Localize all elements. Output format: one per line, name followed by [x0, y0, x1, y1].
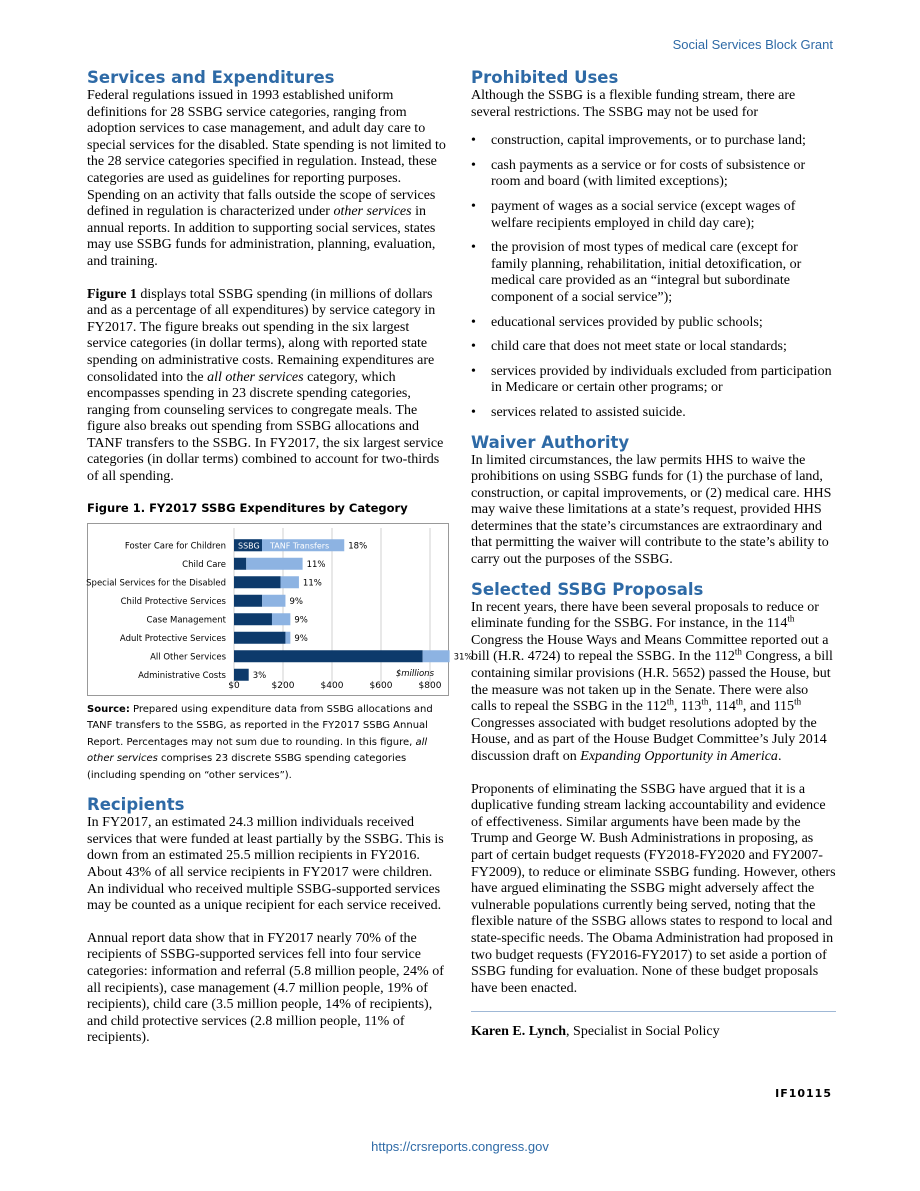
category-label: Administrative Costs — [138, 670, 226, 681]
figure-chart-frame — [86, 523, 473, 696]
bar-ssbg — [234, 631, 285, 643]
x-tick-label: $0 — [228, 680, 240, 691]
left-column — [86, 68, 473, 1047]
category-label: Special Services for the Disabled — [86, 577, 226, 588]
waiver-heading: Waiver Authority — [471, 432, 630, 452]
percent-label: 9% — [289, 596, 303, 607]
figure-title: Figure 1. FY2017 SSBG Expenditures by Category — [87, 500, 408, 515]
percent-label: 11% — [306, 559, 326, 570]
prohibited-heading: Prohibited Uses — [471, 68, 619, 87]
bar-tanf — [262, 594, 285, 606]
bar-ssbg — [234, 650, 423, 662]
x-tick-label: $800 — [418, 680, 442, 691]
percent-label: 9% — [294, 614, 308, 625]
recipients-paragraph-1: In FY2017, an estimated 24.3 million individuals received services that were funded at least partially by the SSBG. This is down from an estimated 25.5 million recipients in FY2016. About 43% of all service recipients in FY2017 were children. An individual who received multiple SSBG-supported services may be counted as a unique recipient for each service received. — [87, 815, 444, 914]
list-item: • construction, capital improvements, or to purchase land; — [471, 133, 806, 149]
percent-label: 3% — [252, 670, 267, 681]
category-label: Child Care — [182, 559, 226, 570]
proposals-heading: Selected SSBG Proposals — [471, 579, 704, 599]
category-label: All Other Services — [150, 651, 226, 662]
percent-label: 9% — [294, 633, 308, 644]
waiver-paragraph: In limited circumstances, the law permits HHS to waive the prohibitions on using SSBG funds for (1) the purchase of land, construction, or capital improvements, or (2) medical care. HHS may waive these limitations at a state’s request, provided HHS determines that the state’s circumstances are extraordinary and that permitting the waiver will contribute to the state’s ability to carry out the purposes of the SSBG. — [471, 452, 832, 568]
x-tick-label: $600 — [369, 680, 393, 691]
services-paragraph-2: Figure 1 displays total SSBG spending (in millions of dollars and as a percentage of all expenditures) by service category in FY2017. The figure breaks out spending in the six largest service categories (in dollar terms), along with reported state spending on administrative costs. Remaining expenditures are consolidated into the all other services category, which encompasses spending in 23 discrete spending categories, ranging from counseling services to congregate meals. The figure also breaks out spending from SSBG allocations and TANF transfers to the SSBG. In FY2017, the six largest service categories (in dollar terms) combined to account for two-thirds of all spending. — [87, 286, 444, 485]
x-axis-label: $millions — [395, 668, 434, 679]
running-header: Social Services Block Grant — [672, 37, 833, 52]
bar-tanf — [246, 557, 302, 569]
bar-ssbg — [234, 576, 281, 588]
bar-ssbg — [234, 594, 262, 606]
prohibited-list — [471, 133, 836, 421]
x-tick-label: $400 — [320, 680, 344, 691]
list-item: • payment of wages as a social service (except wages of welfare recipients employed in child day care); — [471, 198, 796, 231]
percent-label: 31% — [453, 651, 473, 662]
report-id: IF10115 — [775, 1087, 832, 1100]
list-item: • the provision of most types of medical care (except for family planning, rehabilitation, initial detoxification, or medical care provided as an “integral but subordinate component of a social service”); — [471, 240, 802, 305]
bar-tanf — [281, 576, 299, 588]
percent-label: 11% — [302, 577, 322, 588]
list-item: • services provided by individuals excluded from participation in Medicare or certain other programs; or — [471, 363, 832, 396]
services-paragraph-1: Federal regulations issued in 1993 established uniform definitions for 28 SSBG service categories, ranging from adoption services to case management, and adult day care to special services for the disabled. State spending is not limited to the 28 service categories specified in regulation. Instead, these categories are used as guidelines for reporting purposes. Spending on an activity that falls outside the scope of services defined in regulation is characterized under other services in annual reports. In addition to supporting social services, states may use SSBG funds for administration, planning, evaluation, and training. — [87, 88, 446, 269]
proposals-paragraph-1: In recent years, there have been several proposals to reduce or eliminate funding for the SSBG. For instance, in the 114th Congress the House Ways and Means Committee reported out a bill (H.R. 4724) to repeal the SSBG. In the 112th Congress, a bill containing similar provisions (H.R. 5652) passed the House, but the measure was not taken up in the Senate. There were also calls to repeal the SSBG in the 112th, 113th, 114th, and 115th Congresses associated with budget resolutions adopted by the House, and as part of the House Budget Committee’s July 2014 discussion draft on Expanding Opportunity in America. — [471, 599, 833, 764]
bar-tanf — [285, 631, 290, 643]
recipients-paragraph-2: Annual report data show that in FY2017 nearly 70% of the recipients of SSBG-supported services fell into four service categories: information and referral (5.8 million people, 24% of all recipients), case management (4.7 million people, 19% of recipients), child care (3.5 million people, 14% of recipients), and child protective services (2.8 million people, 11% of recipients). — [87, 930, 444, 1046]
legend-tanf: TANF Transfers — [270, 540, 330, 550]
prohibited-intro: Although the SSBG is a flexible funding stream, there are several restrictions. The SSBG may not be used for — [471, 88, 796, 120]
author-divider — [471, 1011, 836, 1012]
bar-tanf — [423, 650, 450, 662]
list-item: • cash payments as a service or for costs of subsistence or room and board (with limited exceptions); — [471, 157, 806, 190]
right-column — [471, 68, 836, 1040]
expenditure-bar-chart — [86, 524, 473, 695]
category-label: Child Protective Services — [120, 596, 226, 607]
legend-ssbg: SSBG — [238, 540, 260, 550]
figure-source-note: Source: Prepared using expenditure data from SSBG allocations and TANF transfers to the SSBG, as reported in the FY2017 SSBG Annual Report. Percentages may not sum due to rounding. In this figure, all other services comprises 23 discrete SSBG spending categories (including spending on “other services”). — [87, 703, 433, 781]
percent-label: 18% — [348, 540, 368, 551]
bar-ssbg — [234, 613, 272, 625]
category-label: Foster Care for Children — [124, 540, 226, 551]
services-heading: Services and Expenditures — [87, 68, 335, 87]
bar-ssbg — [234, 557, 246, 569]
bar-ssbg — [234, 668, 249, 680]
category-label: Adult Protective Services — [119, 633, 226, 644]
recipients-heading: Recipients — [87, 795, 185, 815]
author-line: Karen E. Lynch, Specialist in Social Policy — [471, 1024, 720, 1040]
x-tick-label: $200 — [271, 680, 295, 691]
bar-tanf — [272, 613, 290, 625]
list-item: • child care that does not meet state or local standards; — [471, 339, 787, 355]
category-label: Case Management — [146, 614, 226, 625]
proposals-paragraph-2: Proponents of eliminating the SSBG have argued that it is a duplicative funding stream lacking accountability and evidence of effectiveness. Similar arguments have been made by the Trump and George W. Bush Administrations in proposing, as part of certain budget requests (FY2018-FY2020 and FY2007-FY2009), to reduce or eliminate SSBG funding. However, others have argued eliminating the SSBG might adversely affect the vulnerable populations currently being served, noting that the flexible nature of the SSBG allows states to respond to local and state-specific needs. The Obama Administration had proposed in two budget requests (FY2016-FY2017) to set aside a portion of SSBG funding for evaluation. None of these budget proposals have been enacted. — [471, 781, 836, 996]
list-item: • services related to assisted suicide. — [471, 404, 686, 420]
list-item: • educational services provided by public schools; — [471, 314, 763, 330]
footer-link[interactable]: https://crsreports.congress.gov — [371, 1139, 549, 1154]
